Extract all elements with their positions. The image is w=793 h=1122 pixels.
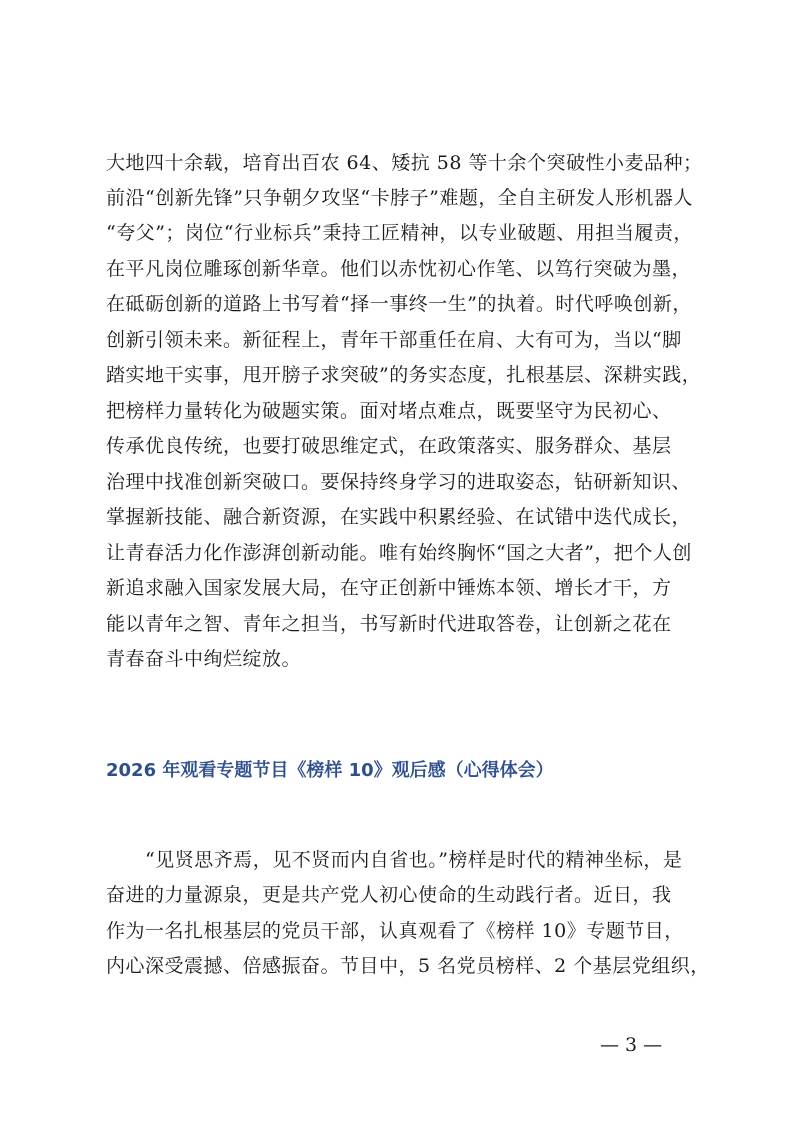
paragraph-line: “夸父”；岗位“行业标兵”秉持工匠精神，以专业破题、用担当履责， <box>106 222 693 244</box>
paragraph-line: 内心深受震撼、倍感振奋。节目中，5 名党员榜样、2 个基层党组织， <box>106 955 710 977</box>
paragraph-line: 前沿“创新先锋”只争朝夕攻坚“卡脖子”难题，全自主研发人形机器人 <box>106 187 693 209</box>
paragraph-line: 治理中找准创新突破口。要保持终身学习的进取姿态，钻研新知识、 <box>106 471 692 493</box>
paragraph-line: 把榜样力量转化为破题实策。面对堵点难点，既要坚守为民初心、 <box>106 400 672 422</box>
paragraph-line: 在平凡岗位雕琢创新华章。他们以赤忱初心作笔、以笃行突破为墨， <box>106 258 692 280</box>
paragraph-line: 传承优良传统，也要打破思维定式，在政策落实、服务群众、基层 <box>106 435 672 457</box>
paragraph-line: 让青春活力化作澎湃创新动能。唯有始终胸怀“国之大者”，把个人创 <box>106 542 692 564</box>
paragraph-line: 青春奋斗中绚烂绽放。 <box>106 648 302 670</box>
paragraph-line: 掌握新技能、融合新资源，在实践中积累经验、在试错中迭代成长， <box>106 506 692 528</box>
paragraph-line: 新追求融入国家发展大局，在守正创新中锤炼本领、增长才干，方 <box>106 577 672 599</box>
paragraph-line: “见贤思齐焉，见不贤而内自省也。”榜样是时代的精神坐标，是 <box>145 849 683 871</box>
paragraph-line: 踏实地干实事，甩开膀子求突破”的务实态度，扎根基层、深耕实践， <box>106 364 702 386</box>
paragraph-line: 奋进的力量源泉，更是共产党人初心使命的生动践行者。近日，我 <box>106 884 672 906</box>
page-number: — 3 — <box>600 1034 663 1056</box>
paragraph-line: 作为一名扎根基层的党员干部，认真观看了《榜样 10》专题节目， <box>106 920 684 942</box>
paragraph-line: 在砥砺创新的道路上书写着“择一事终一生”的执着。时代呼唤创新， <box>106 293 692 315</box>
paragraph-line: 创新引领未来。新征程上，青年干部重任在肩、大有可为，当以“脚 <box>106 329 682 351</box>
paragraph-line: 能以青年之智、青年之担当，书写新时代进取答卷，让创新之花在 <box>106 613 672 635</box>
section-heading: 2026 年观看专题节目《榜样 10》观后感（心得体会） <box>106 760 554 781</box>
paragraph-line: 大地四十余载，培育出百农 64、矮抗 58 等十余个突破性小麦品种； <box>106 152 703 174</box>
